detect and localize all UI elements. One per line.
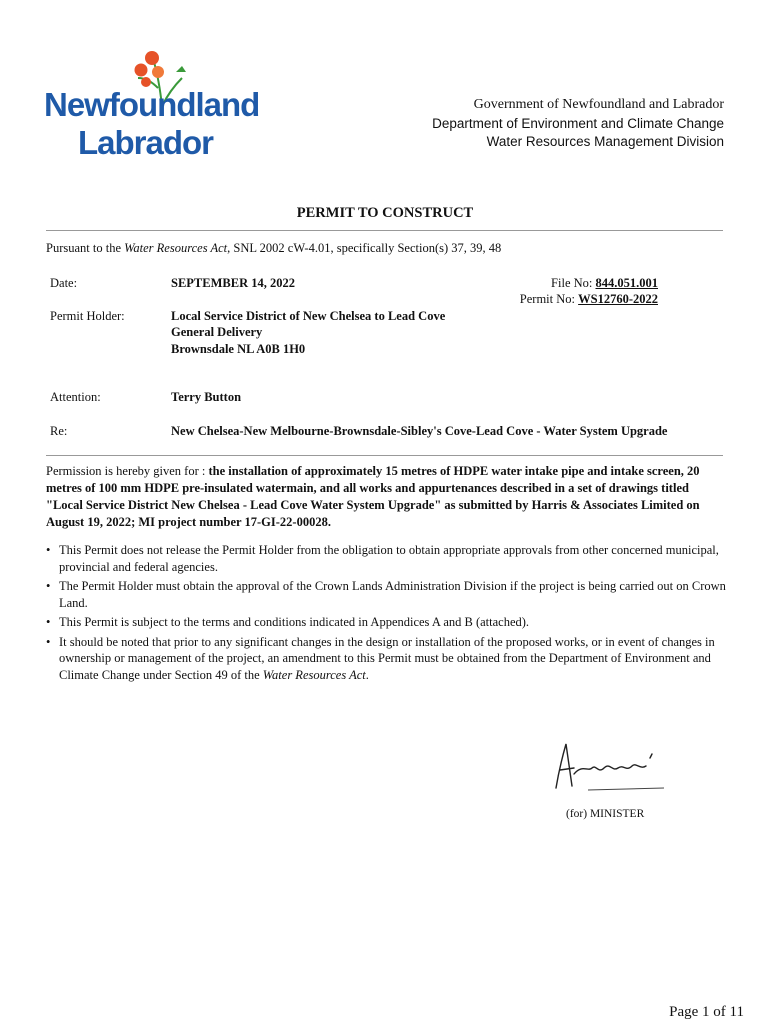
attention-value: Terry Button xyxy=(171,390,242,404)
condition-item: • This Permit does not release the Permit Holder from the obligation to obtain appropriate approvals from other concerned municipal, provincial and federal agencies. xyxy=(46,542,726,575)
re-value: New Chelsea-New Melbourne-Brownsdale-Sibley's Cove-Lead Cove - Water System Upgrade xyxy=(171,424,668,438)
file-label: File No: xyxy=(551,276,593,290)
last-condition-prefix: It should be noted that prior to any significant changes in the design or installation of the proposed works, or in event of changes in ownership or management of the project, an amendment to this Permit must be obtained from the Department of Environment and Climate Change under Section 49 of the xyxy=(59,634,715,682)
holder-line-3: Brownsdale NL A0B 1H0 xyxy=(171,342,306,356)
logo-text-newfoundland: Newfoundland xyxy=(44,86,260,123)
file-number xyxy=(551,276,658,291)
pursuant-prefix: Pursuant to the xyxy=(46,241,125,255)
government-name: Government of Newfoundland and Labrador xyxy=(473,97,724,112)
condition-item xyxy=(46,634,726,684)
permission-prefix: Permission is hereby given for : xyxy=(46,464,209,478)
condition-item: • The Permit Holder must obtain the approval of the Crown Lands Administration Division if the project is being carried out on Crown Land. xyxy=(46,578,726,611)
logo-text-labrador: Labrador xyxy=(78,124,214,161)
minister-signature xyxy=(548,738,668,798)
page-indicator: Page 1 of 11 xyxy=(669,1004,744,1020)
permit-label: Permit No: xyxy=(519,292,575,306)
pursuant-act: Water Resources Act xyxy=(124,241,228,255)
divider-top xyxy=(46,230,723,231)
pursuant-suffix: , SNL 2002 cW-4.01, specifically Section(s) 37, 39, 48 xyxy=(227,241,502,255)
division-name: Water Resources Management Division xyxy=(486,134,724,149)
pursuant-statement xyxy=(46,241,501,256)
last-condition-suffix: . xyxy=(365,667,369,682)
document-title: PERMIT TO CONSTRUCT xyxy=(296,205,474,221)
date-label: Date: xyxy=(50,276,78,290)
divider-middle xyxy=(46,455,723,456)
nl-government-logo xyxy=(44,48,260,164)
department-name: Department of Environment and Climate Change xyxy=(432,116,724,131)
date-value: SEPTEMBER 14, 2022 xyxy=(171,276,295,290)
file-value: 844.051.001 xyxy=(595,276,658,290)
re-label: Re: xyxy=(50,424,68,438)
attention-label: Attention: xyxy=(50,390,101,404)
holder-line-2: General Delivery xyxy=(171,325,263,339)
permission-body: the installation of approximately 15 metres of HDPE water intake pipe and intake screen, 20 metres of 100 mm HDPE pre-insulated watermain, and all works and appurtenances described in a set of drawings titled "Local Service District New Chelsea - Lead Cove Water System Upgrade" as submitted by Harris & Associates Limited on August 19, 2022; MI project number 17-GI-22-00028. xyxy=(46,464,700,529)
holder-label: Permit Holder: xyxy=(50,309,125,323)
conditions-list xyxy=(46,542,726,686)
signature-caption: (for) MINISTER xyxy=(566,808,645,820)
last-condition-act: Water Resources Act xyxy=(262,667,366,682)
permit-number xyxy=(520,292,658,307)
holder-line-1: Local Service District of New Chelsea to Lead Cove xyxy=(171,309,446,323)
permit-value: WS12760-2022 xyxy=(578,292,658,306)
condition-item: • This Permit is subject to the terms and conditions indicated in Appendices A and B (attached). xyxy=(46,614,726,631)
permission-paragraph xyxy=(46,463,726,531)
